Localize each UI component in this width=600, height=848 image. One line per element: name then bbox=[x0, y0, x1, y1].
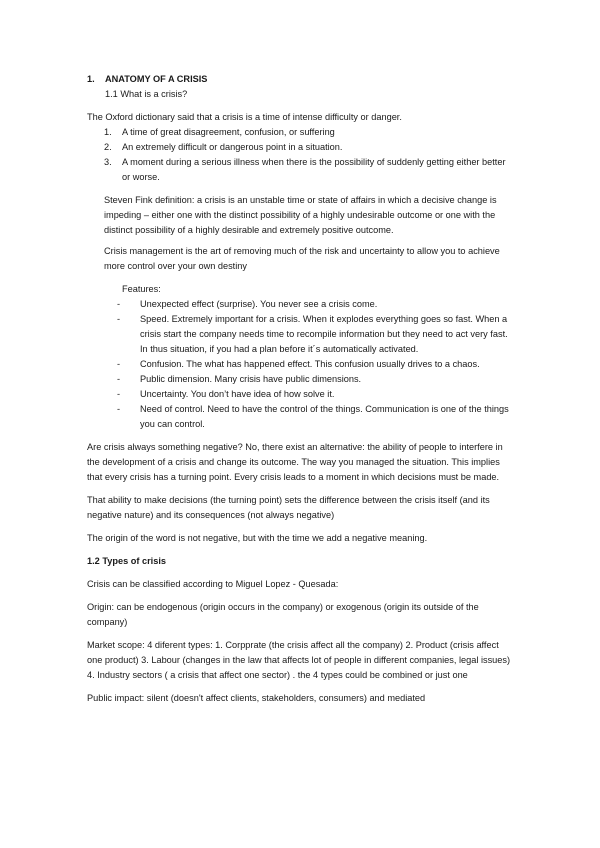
list-item bbox=[117, 297, 515, 312]
list-marker: - bbox=[117, 314, 121, 324]
fink-definition: Steven Fink definition: a crisis is an unstable time or state of affairs in which a decisive change is impeding – either one with the distinct possibility of a highly undesirable outcome or one with the distinct possibility of a highly desirable and extremely positive outcome. bbox=[104, 195, 497, 235]
list-item bbox=[117, 357, 515, 372]
list-marker: 3. bbox=[104, 157, 112, 167]
list-item-text: An extremely difficult or dangerous point in a situation. bbox=[122, 142, 343, 152]
list-marker: - bbox=[117, 374, 121, 384]
list-item bbox=[104, 125, 515, 140]
turning-point-paragraph: That ability to make decisions (the turning point) sets the difference between the crisis itself (and its negative nature) and its consequences (not always negative) bbox=[87, 495, 490, 520]
list-marker: 2. bbox=[104, 142, 112, 152]
list-item-text: A time of great disagreement, confusion, or suffering bbox=[122, 127, 335, 137]
list-item bbox=[117, 312, 515, 357]
list-item-text: A moment during a serious illness when there is the possibility of suddenly getting either better or worse. bbox=[122, 157, 506, 182]
list-item bbox=[104, 155, 515, 185]
crisis-management-paragraph: Crisis management is the art of removing much of the risk and uncertainty to allow you to achieve more control over your own destiny bbox=[104, 246, 500, 271]
list-item-text: Public dimension. Many crisis have public dimensions. bbox=[140, 374, 362, 384]
market-scope-paragraph: Market scope: 4 diferent types: 1. Corpprate (the crisis affect all the company) 2. Product (crisis affect one product) 3. Labour (changes in the law that affects lot of people in different companies, legal issues) 4. Industry sectors ( a crisis that affect one sector) . the 4 types could be combined or just one bbox=[87, 640, 511, 680]
definitions-list bbox=[87, 125, 515, 185]
oxford-intro: The Oxford dictionary said that a crisis is a time of intense difficulty or danger. bbox=[87, 112, 402, 122]
features-title: Features: bbox=[122, 284, 161, 294]
subsection-heading: 1.1 What is a crisis? bbox=[105, 89, 188, 99]
list-item-text: Confusion. The what has happened effect. This confusion usually drives to a chaos. bbox=[140, 359, 480, 369]
list-marker: - bbox=[117, 299, 121, 309]
negative-question-paragraph: Are crisis always something negative? No, there exist an alternative: the ability of people to interfere in the development of a crisis and change its outcome. The way you managed the situation. This implies that every crisis has a turning point. Every crisis leads to a moment in which decisions must be made. bbox=[87, 442, 503, 482]
types-heading: 1.2 Types of crisis bbox=[87, 556, 166, 566]
section-title: ANATOMY OF A CRISIS bbox=[105, 74, 208, 84]
page-content bbox=[87, 72, 515, 706]
classification-paragraph: Crisis can be classified according to Miguel Lopez - Quesada: bbox=[87, 579, 339, 589]
list-item bbox=[117, 402, 515, 432]
list-item-text: Uncertainty. You don’t have idea of how solve it. bbox=[140, 389, 335, 399]
list-item bbox=[117, 372, 515, 387]
section-heading bbox=[87, 72, 515, 87]
features-list bbox=[87, 297, 515, 432]
list-item bbox=[104, 140, 515, 155]
section-number: 1. bbox=[87, 74, 95, 84]
list-item bbox=[117, 387, 515, 402]
list-item-text: Unexpected effect (surprise). You never see a crisis come. bbox=[140, 299, 378, 309]
origin-word-paragraph: The origin of the word is not negative, but with the time we add a negative meaning. bbox=[87, 533, 428, 543]
list-item-text: Speed. Extremely important for a crisis. When it explodes everything goes so fast. When a crisis start the company needs time to recompile information but they need to act very fast. In thus situation, if you had a plan before it´s automatically activated. bbox=[140, 314, 508, 354]
public-impact-paragraph: Public impact: silent (doesn't affect clients, stakeholders, consumers) and mediated bbox=[87, 693, 426, 703]
origin-paragraph: Origin: can be endogenous (origin occurs in the company) or exogenous (origin its outside of the company) bbox=[87, 602, 479, 627]
list-item-text: Need of control. Need to have the control of the things. Communication is one of the things you can control. bbox=[140, 404, 509, 429]
list-marker: - bbox=[117, 389, 121, 399]
list-marker: - bbox=[117, 404, 121, 414]
list-marker: 1. bbox=[104, 127, 112, 137]
list-marker: - bbox=[117, 359, 121, 369]
